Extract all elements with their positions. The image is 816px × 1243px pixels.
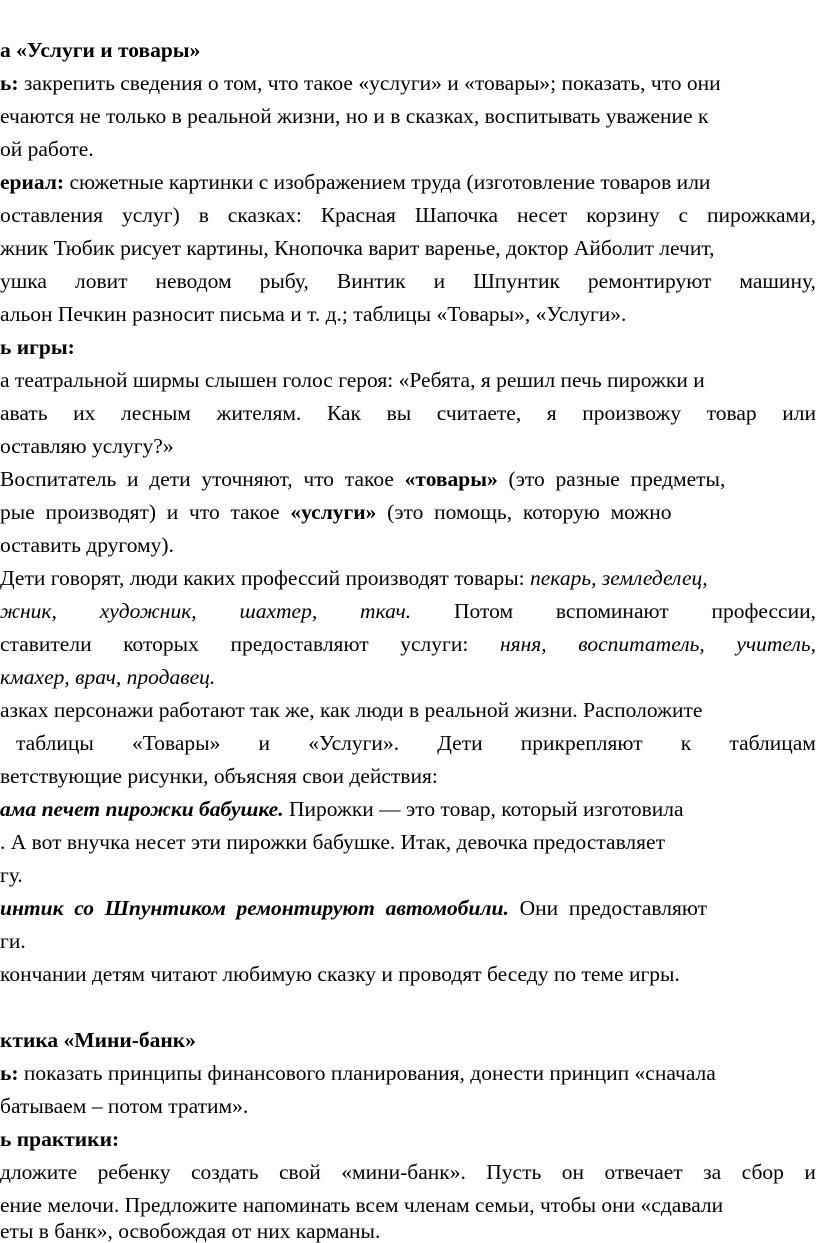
word: и: [258, 731, 271, 755]
term-services: «услуги»: [290, 500, 377, 524]
game1-material-line-5: альон Печкин разносит письма и т. д.; таблицы «Товары», «Услуги».: [0, 302, 627, 326]
word: в: [198, 203, 209, 227]
game1-para5-line-3: гу.: [0, 863, 23, 887]
game2-course-label: ь практики:: [0, 1127, 120, 1151]
text-run: Пирожки — это товар, который изготовила: [283, 797, 684, 821]
game2-goal-line-1: [0, 1063, 816, 1085]
game2-para1-line-3: еты в банк», освобождая от них карманы.: [0, 1219, 381, 1243]
word: учитель,: [736, 632, 816, 656]
game1-material-text: сюжетные картинки с изображением труда (изготовление товаров или: [64, 170, 711, 194]
game2-goal-text: показать принципы финансового планирования, донести принцип «сначала: [18, 1061, 716, 1085]
word: произвожу: [582, 401, 682, 425]
word: лесным: [121, 401, 191, 425]
word: жителям.: [216, 401, 302, 425]
game2-goal-label: ь:: [0, 1061, 19, 1085]
word: я: [546, 401, 557, 425]
game1-material-line-4: [0, 271, 816, 293]
word: няня,: [499, 632, 547, 656]
game1-goal-line-2: ечаются не только в реальной жизни, но и в сказках, воспитывать уважение к: [0, 104, 709, 128]
word: Красная: [320, 203, 396, 227]
word: или: [782, 401, 816, 425]
game1-para4-line-3: ветствующие рисунки, объясняя свои действия:: [0, 764, 438, 788]
word: вспоминают: [555, 599, 669, 623]
word: «Услуги».: [308, 731, 400, 755]
term-goods: «товары»: [404, 467, 498, 491]
word: которых: [123, 632, 199, 656]
game1-para3-line-4: кмахер, врач, продавец.: [0, 665, 216, 689]
word: «Товары»: [131, 731, 221, 755]
word: жник,: [0, 599, 57, 623]
word: таблицам: [729, 731, 816, 755]
game1-para6-line-2: ги.: [0, 929, 26, 953]
game1-para6-line-1: [0, 898, 816, 920]
word: и: [804, 1160, 816, 1184]
game1-course-label: ь игры:: [0, 335, 75, 359]
game2-goal-line-2: батываем – потом тратим».: [0, 1094, 249, 1118]
word: ткач.: [360, 599, 412, 623]
word: и: [433, 269, 446, 293]
word: рыбу,: [259, 269, 309, 293]
professions-italic: пекарь, земледелец,: [530, 566, 708, 590]
game1-para5-line-1: [0, 799, 816, 821]
word: к: [680, 731, 692, 755]
word: Шапочка: [414, 203, 499, 227]
word: Потом: [454, 599, 514, 623]
game1-title: а «Услуги и товары»: [0, 38, 201, 62]
word: профессии,: [711, 599, 816, 623]
text-run: Воспитатель и дети уточняют, что такое: [0, 467, 405, 491]
word: свой: [278, 1160, 321, 1184]
game1-para7: кончании детям читают любимую сказку и проводят беседу по теме игры.: [0, 962, 680, 986]
word: ремонтируют: [587, 269, 712, 293]
word: с: [678, 203, 689, 227]
game1-para3-line-3: [0, 634, 816, 656]
game1-para4-line-1: азках персонажи работают так же, как люди в реальной жизни. Расположите: [0, 698, 703, 722]
game2-para1-line-2: ение мелочи. Предложите напоминать всем членам семьи, чтобы они «сдавали: [0, 1193, 724, 1217]
example-heading-1: ама печет пирожки бабушке.: [0, 797, 284, 821]
game1-para2-line-2: [0, 502, 816, 524]
text-run: Они предоставляют: [508, 896, 708, 920]
word: отвечает: [604, 1160, 683, 1184]
game1-para4-line-2: [0, 733, 816, 755]
word: за: [703, 1160, 722, 1184]
game1-goal-line-1: [0, 73, 816, 95]
word: их: [73, 401, 96, 425]
game1-para5-line-2: . А вот внучка несет эти пирожки бабушке. Итак, девочка предоставляет: [0, 830, 665, 854]
word: Пусть: [486, 1160, 542, 1184]
game1-material-line-3: жник Тюбик рисует картины, Кнопочка варит варенье, доктор Айболит лечит,: [0, 236, 715, 260]
example-heading-2: интик со Шпунтиком ремонтируют автомобили.: [0, 896, 509, 920]
game1-material-line-1: [0, 172, 816, 194]
word: авать: [0, 401, 48, 425]
text-run: Дети говорят, люди каких профессий производят товары:: [0, 566, 531, 590]
word: Дети: [437, 731, 483, 755]
game2-title: ктика «Мини-банк»: [0, 1028, 196, 1052]
game1-para1-line-1: а театральной ширмы слышен голос героя: «Ребята, я решил печь пирожки и: [0, 368, 705, 392]
word: пирожками,: [707, 203, 816, 227]
word: вы: [386, 401, 412, 425]
word: услуг): [122, 203, 180, 227]
game1-para3-line-1: [0, 568, 816, 590]
word: ребенку: [97, 1160, 171, 1184]
text-run: рые производят) и что такое: [0, 500, 291, 524]
word: сбор: [741, 1160, 784, 1184]
word: создать: [190, 1160, 259, 1184]
word: таблицы: [16, 731, 94, 755]
word: предоставляют: [230, 632, 369, 656]
game1-para1-line-3: оставляю услугу?»: [0, 434, 174, 458]
game1-para2-line-3: оставить другому).: [0, 533, 174, 557]
game1-para3-line-2: [0, 601, 816, 623]
text-run: (это помощь, которую можно: [376, 500, 672, 524]
word: дложите: [0, 1160, 78, 1184]
game1-goal-line-3: ой работе.: [0, 137, 94, 161]
game1-para2-line-1: [0, 469, 816, 491]
word: услуги:: [400, 632, 469, 656]
game1-goal-text: закрепить сведения о том, что такое «услуги» и «товары»; показать, что они: [18, 71, 721, 95]
word: Как: [326, 401, 361, 425]
word: ушка: [0, 269, 47, 293]
word: считаете,: [436, 401, 522, 425]
game1-goal-label: ь:: [0, 71, 19, 95]
game1-material-line-2: [0, 205, 816, 227]
word: шахтер,: [239, 599, 318, 623]
game1-para1-line-2: [0, 403, 816, 425]
word: машину,: [739, 269, 816, 293]
word: ставители: [0, 632, 92, 656]
word: Винтик: [336, 269, 406, 293]
word: неводом: [155, 269, 232, 293]
word: воспитатель,: [578, 632, 705, 656]
game1-material-label: ериал:: [0, 170, 65, 194]
word: товар: [706, 401, 757, 425]
word: он: [561, 1160, 585, 1184]
word: несет: [516, 203, 568, 227]
word: прикрепляют: [520, 731, 643, 755]
word: художник,: [99, 599, 197, 623]
game2-para1-line-1: [0, 1162, 816, 1184]
word: оставления: [0, 203, 104, 227]
word: «мини-банк».: [341, 1160, 466, 1184]
text-run: (это разные предметы,: [497, 467, 726, 491]
word: ловит: [74, 269, 128, 293]
word: Шпунтик: [473, 269, 560, 293]
word: сказках:: [227, 203, 302, 227]
word: корзину: [586, 203, 660, 227]
